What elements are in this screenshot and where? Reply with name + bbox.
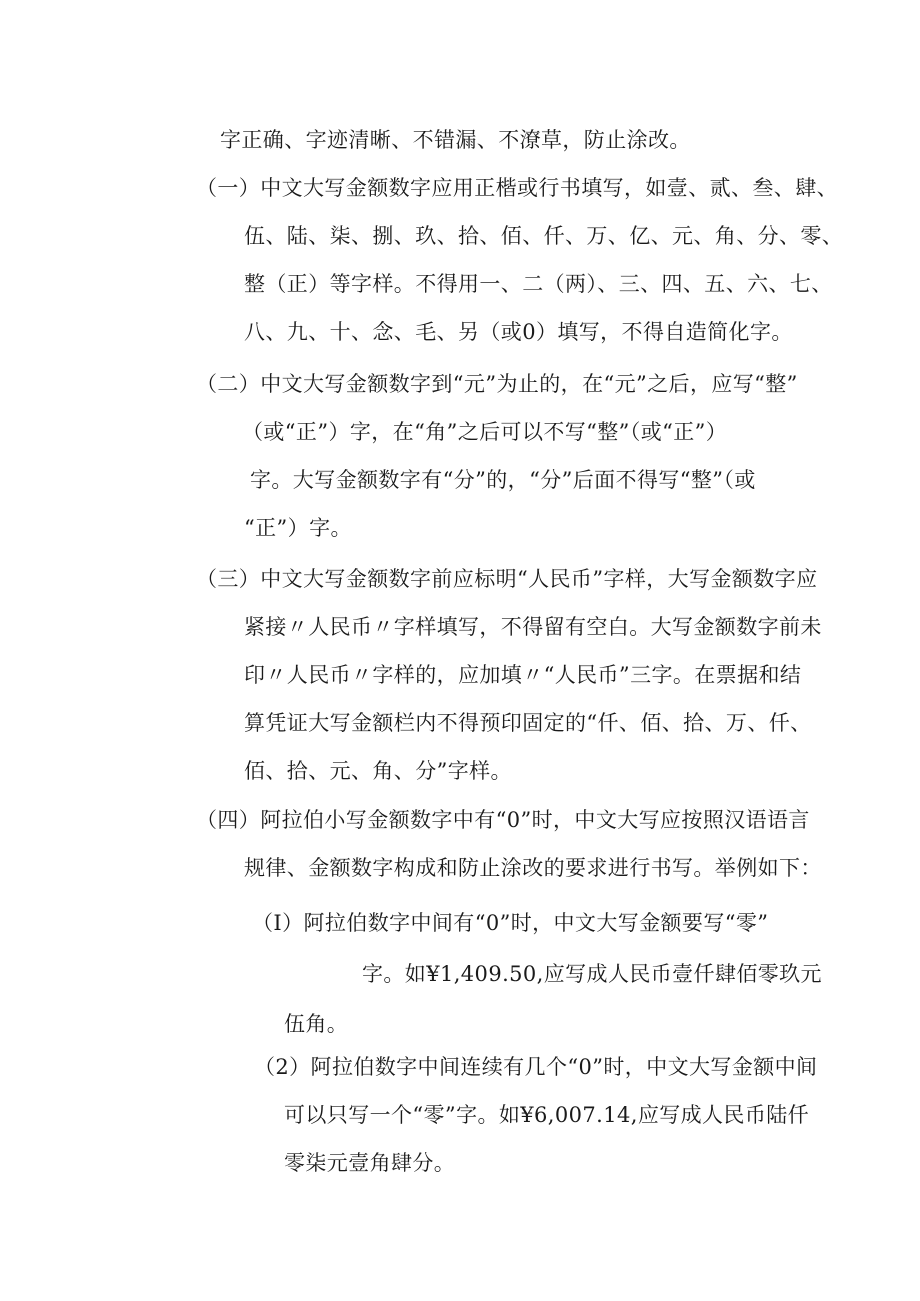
text-line: 佰、拾、元、角、分”字样。 [244, 759, 512, 783]
text-line: 字。如¥1,409.50,应写成人民币壹仟肆佰零玖元 [362, 962, 822, 986]
text-line: 八、九、十、念、毛、另（或0）填写，不得自造简化字。 [244, 320, 793, 344]
text-line: 可以只写一个“零”字。如¥6,007.14,应写成人民币陆仟 [284, 1103, 810, 1127]
text-line: 伍角。 [284, 1012, 349, 1036]
text-line: 紧接〃人民币〃字样填写，不得留有空白。大写金额数字前未 [244, 615, 822, 639]
text-line: 印〃人民币〃字样的，应加填〃“人民币”三字。在票据和结 [244, 663, 802, 687]
text-line: 零柒元壹角肆分。 [284, 1151, 456, 1175]
text-line: （或“正”）字，在“角”之后可以不写“整”（或“正”） [242, 420, 728, 444]
section-3-heading: （三）中文大写金额数字前应标明“人民币”字样，大写金额数字应 [196, 567, 818, 591]
example-2-heading: （2）阿拉伯数字中间连续有几个“0”时，中文大写金额中间 [254, 1055, 818, 1079]
text-line: 伍、陆、柒、捌、玖、拾、佰、仟、万、亿、元、角、分、零、 [244, 224, 844, 248]
text-line: 字正确、字迹清晰、不错漏、不潦草，防止涂改。 [220, 128, 691, 152]
section-2-heading: （二）中文大写金额数字到“元”为止的，在“元”之后，应写“整” [196, 372, 798, 396]
text-line: “正”）字。 [244, 516, 352, 540]
text-line: 规律、金额数字构成和防止涂改的要求进行书写。举例如下： [244, 856, 822, 880]
text-line: 整（正）等字样。不得用一、二（两）、三、四、五、六、七、 [244, 272, 833, 296]
example-1-heading: （I）阿拉伯数字中间有“0”时，中文大写金额要写“零” [252, 911, 769, 935]
section-1-heading: （一）中文大写金额数字应用正楷或行书填写，如壹、贰、叁、肆、 [196, 176, 838, 200]
text-line: 算凭证大写金额栏内不得预印固定的“仟、佰、拾、万、仟、 [244, 711, 812, 735]
section-4-heading: （四）阿拉伯小写金额数字中有“0”时，中文大写应按照汉语语言 [196, 808, 810, 832]
text-line: 字。大写金额数字有“分”的，“分”后面不得写“整”（或 [250, 468, 756, 492]
